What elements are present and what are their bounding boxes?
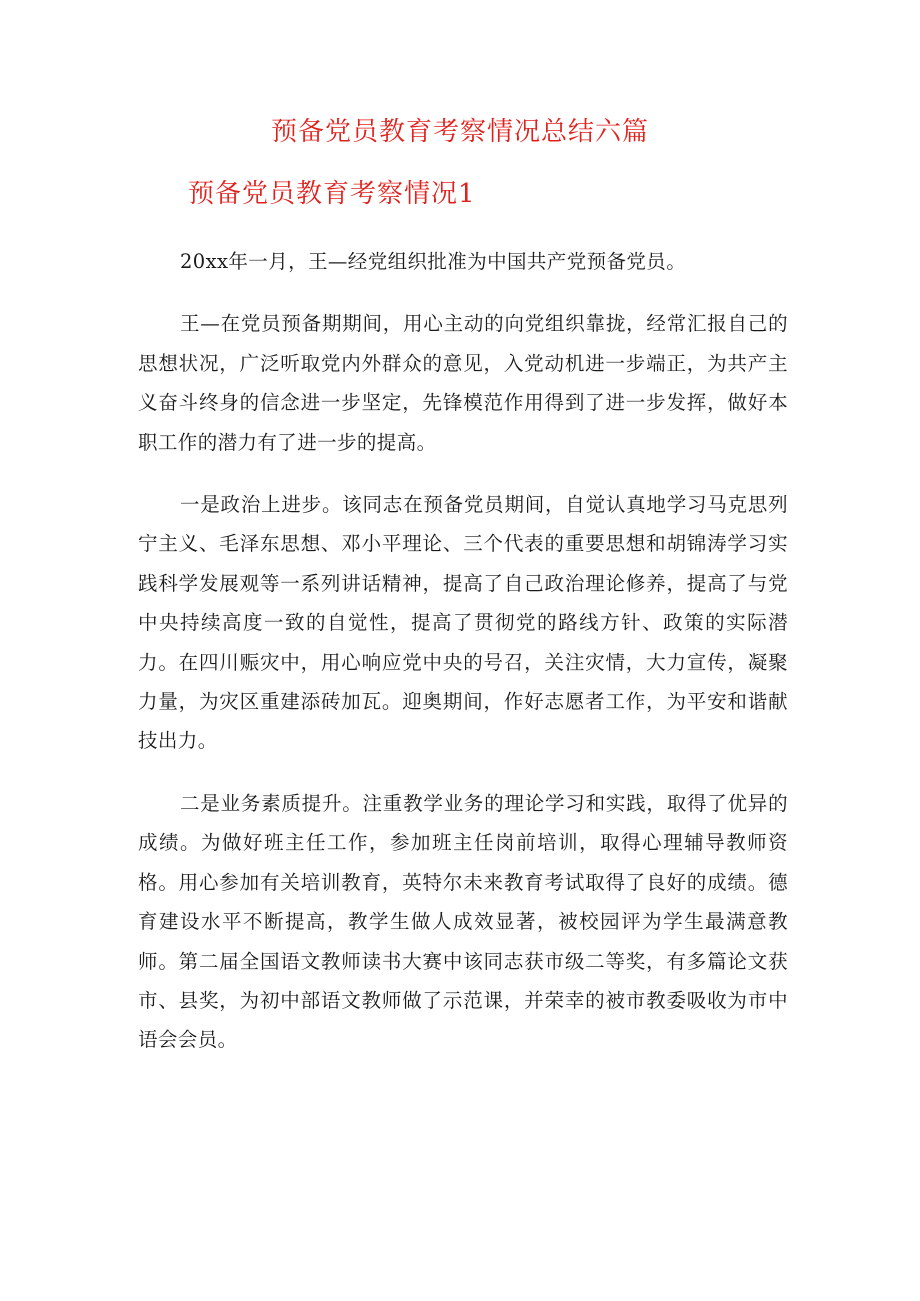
section-title: 预备党员教育考察情况1 xyxy=(188,179,476,209)
paragraph-2: 王—在党员预备期期间，用心主动的向党组织靠拢，经常汇报自己的思想状况，广泛听取党内外群众的意见，入党动机进一步端正，为共产主义奋斗终身的信念进一步坚定，先锋模范作用得到了进一步发挥，做好本职工作的潜力有了进一步的提高。 xyxy=(138,312,788,454)
paragraph-3: 一是政治上进步。该同志在预备党员期间，自觉认真地学习马克思列宁主义、毛泽东思想、邓小平理论、三个代表的重要思想和胡锦涛学习实践科学发展观等一系列讲话精神，提高了自己政治理论修养，提高了与党中央持续高度一致的自觉性，提高了贯彻党的路线方针、政策的实际潜力。在四川赈灾中，用心响应党中央的号召，关注灾情，大力宣传，凝聚力量，为灾区重建添砖加瓦。迎奥期间，作好志愿者工作，为平安和谐献技出力。 xyxy=(138,493,788,753)
paragraph-1: 20xx年一月，王—经党组织批准为中国共产党预备党员。 xyxy=(180,250,687,273)
document-title: 预备党员教育考察情况总结六篇 xyxy=(270,117,649,147)
paragraph-4: 二是业务素质提升。注重教学业务的理论学习和实践，取得了优异的成绩。为做好班主任工作，参加班主任岗前培训，取得心理辅导教师资格。用心参加有关培训教育，英特尔未来教育考试取得了良好的成绩。德育建设水平不断提高，教学生做人成效显著，被校园评为学生最满意教师。第二届全国语文教师读书大赛中该同志获市级二等奖，有多篇论文获市、县奖，为初中部语文教师做了示范课，并荣幸的被市教委吸收为市中语会会员。 xyxy=(138,791,788,1052)
document-body xyxy=(138,242,788,1083)
